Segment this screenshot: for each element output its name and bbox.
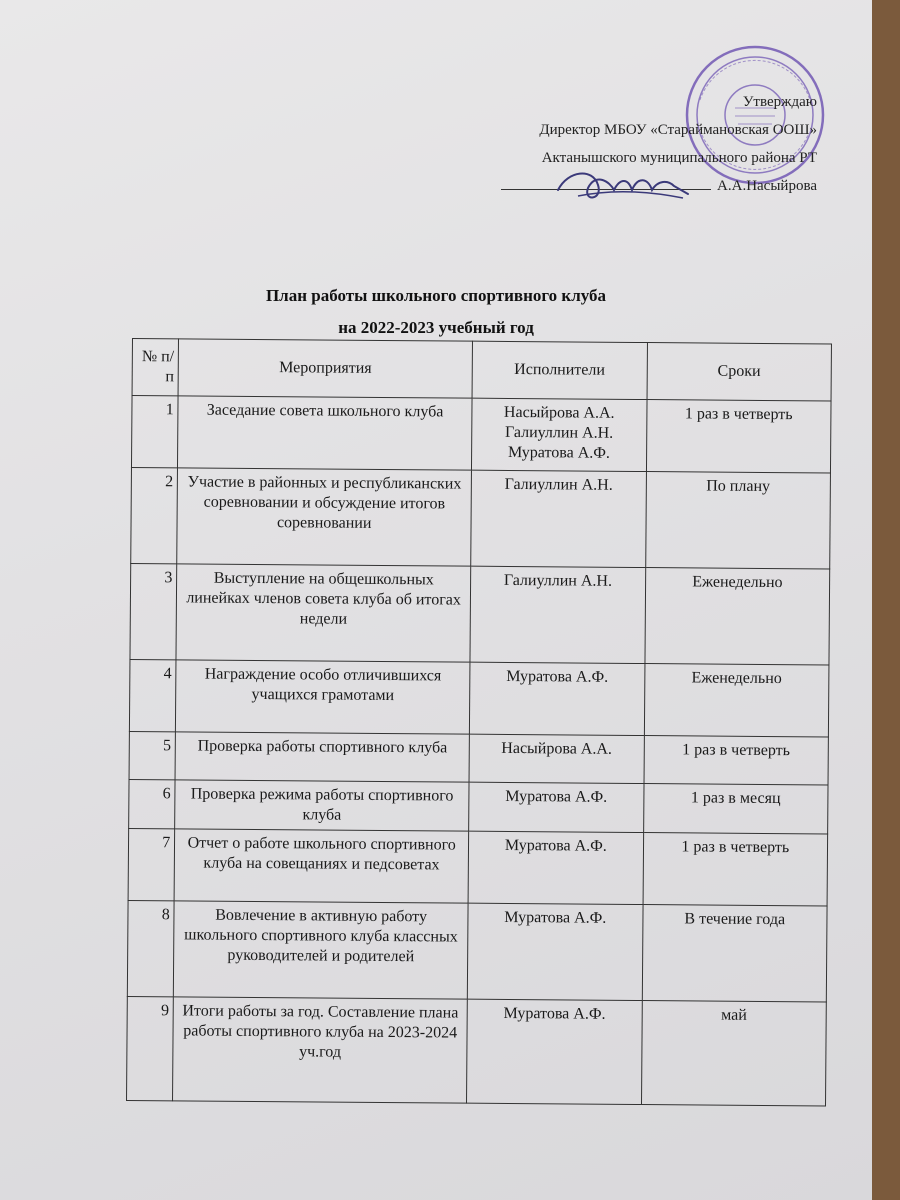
plan-table — [126, 338, 832, 1106]
table-row — [129, 779, 828, 833]
header-activity: Мероприятия — [178, 339, 472, 398]
row-terms: 1 раз в четверть — [643, 833, 828, 906]
signature-line — [501, 189, 711, 190]
row-terms: По плану — [645, 472, 830, 569]
row-num: 5 — [129, 731, 176, 779]
table-row — [130, 563, 830, 664]
table-row — [129, 731, 828, 784]
row-executors: Насыйрова А.А. Галиуллин А.Н. Муратова А.Ф. — [472, 398, 647, 471]
row-terms: май — [641, 1001, 826, 1106]
row-activity: Итоги работы за год. Составление плана работы спортивного клуба на 2023-2024 уч.год — [173, 997, 468, 1103]
row-activity: Проверка работы спортивного клуба — [175, 732, 469, 782]
row-executors: Галиуллин А.Н. — [470, 566, 645, 663]
table-row — [131, 396, 831, 473]
row-executors: Муратова А.Ф. — [468, 831, 643, 904]
row-executors: Муратова А.Ф. — [467, 903, 642, 1000]
row-activity: Участие в районных и республиканских соревновании и обсуждение итогов соревновании — [177, 468, 471, 566]
row-terms: Еженедельно — [644, 664, 829, 737]
row-activity: Отчет о работе школьного спортивного клуба на совещаниях и педсоветах — [174, 829, 468, 903]
row-terms: 1 раз в четверть — [644, 736, 829, 785]
table-row — [128, 828, 828, 905]
row-activity: Заседание совета школьного клуба — [178, 396, 472, 470]
approve-label: Утверждаю — [742, 94, 817, 110]
table-row — [129, 659, 829, 736]
header-terms: Сроки — [647, 343, 832, 401]
row-terms: 1 раз в четверть — [646, 400, 831, 473]
row-terms: Еженедельно — [645, 568, 830, 665]
row-num: 2 — [131, 467, 178, 563]
header-num: № п/п — [132, 339, 179, 396]
row-activity: Проверка режима работы спортивного клуба — [175, 780, 469, 831]
row-executors: Муратова А.Ф. — [469, 782, 644, 832]
row-num: 9 — [127, 996, 174, 1100]
municipality-line: Актанышского муниципального района РТ — [541, 150, 817, 166]
signature-row — [477, 172, 817, 200]
approval-block — [477, 88, 817, 200]
row-num: 4 — [129, 659, 176, 731]
table-row — [127, 996, 827, 1105]
row-num: 7 — [128, 828, 175, 900]
table-header-row — [132, 339, 831, 401]
table-row — [131, 467, 831, 568]
row-activity: Выступление на общешкольных линейках членов совета клуба об итогах недели — [176, 564, 470, 662]
header-executors: Исполнители — [472, 341, 647, 399]
row-activity: Награждение особо отличившихся учащихся грамотами — [176, 660, 470, 734]
row-terms: В течение года — [642, 905, 827, 1002]
row-num: 6 — [129, 779, 176, 828]
row-terms: 1 раз в месяц — [643, 784, 828, 834]
row-num: 8 — [127, 900, 174, 996]
signer-name: А.А.Насыйрова — [717, 178, 817, 194]
document-subtitle: на 2022-2023 учебный год — [338, 318, 534, 337]
row-executors: Муратова А.Ф. — [469, 662, 644, 735]
row-num: 3 — [130, 563, 177, 659]
director-line: Директор МБОУ «Стараймановская ООШ» — [539, 122, 817, 138]
row-executors: Галиуллин А.Н. — [471, 470, 646, 567]
row-executors: Муратова А.Ф. — [467, 999, 642, 1104]
document-title: План работы школьного спортивного клуба — [265, 286, 607, 305]
table-row — [127, 900, 827, 1001]
row-num: 1 — [131, 396, 178, 468]
row-activity: Вовлечение в активную работу школьного спортивного клуба классных руководителей и родителей — [174, 901, 468, 999]
row-executors: Насыйрова А.А. — [469, 734, 644, 783]
